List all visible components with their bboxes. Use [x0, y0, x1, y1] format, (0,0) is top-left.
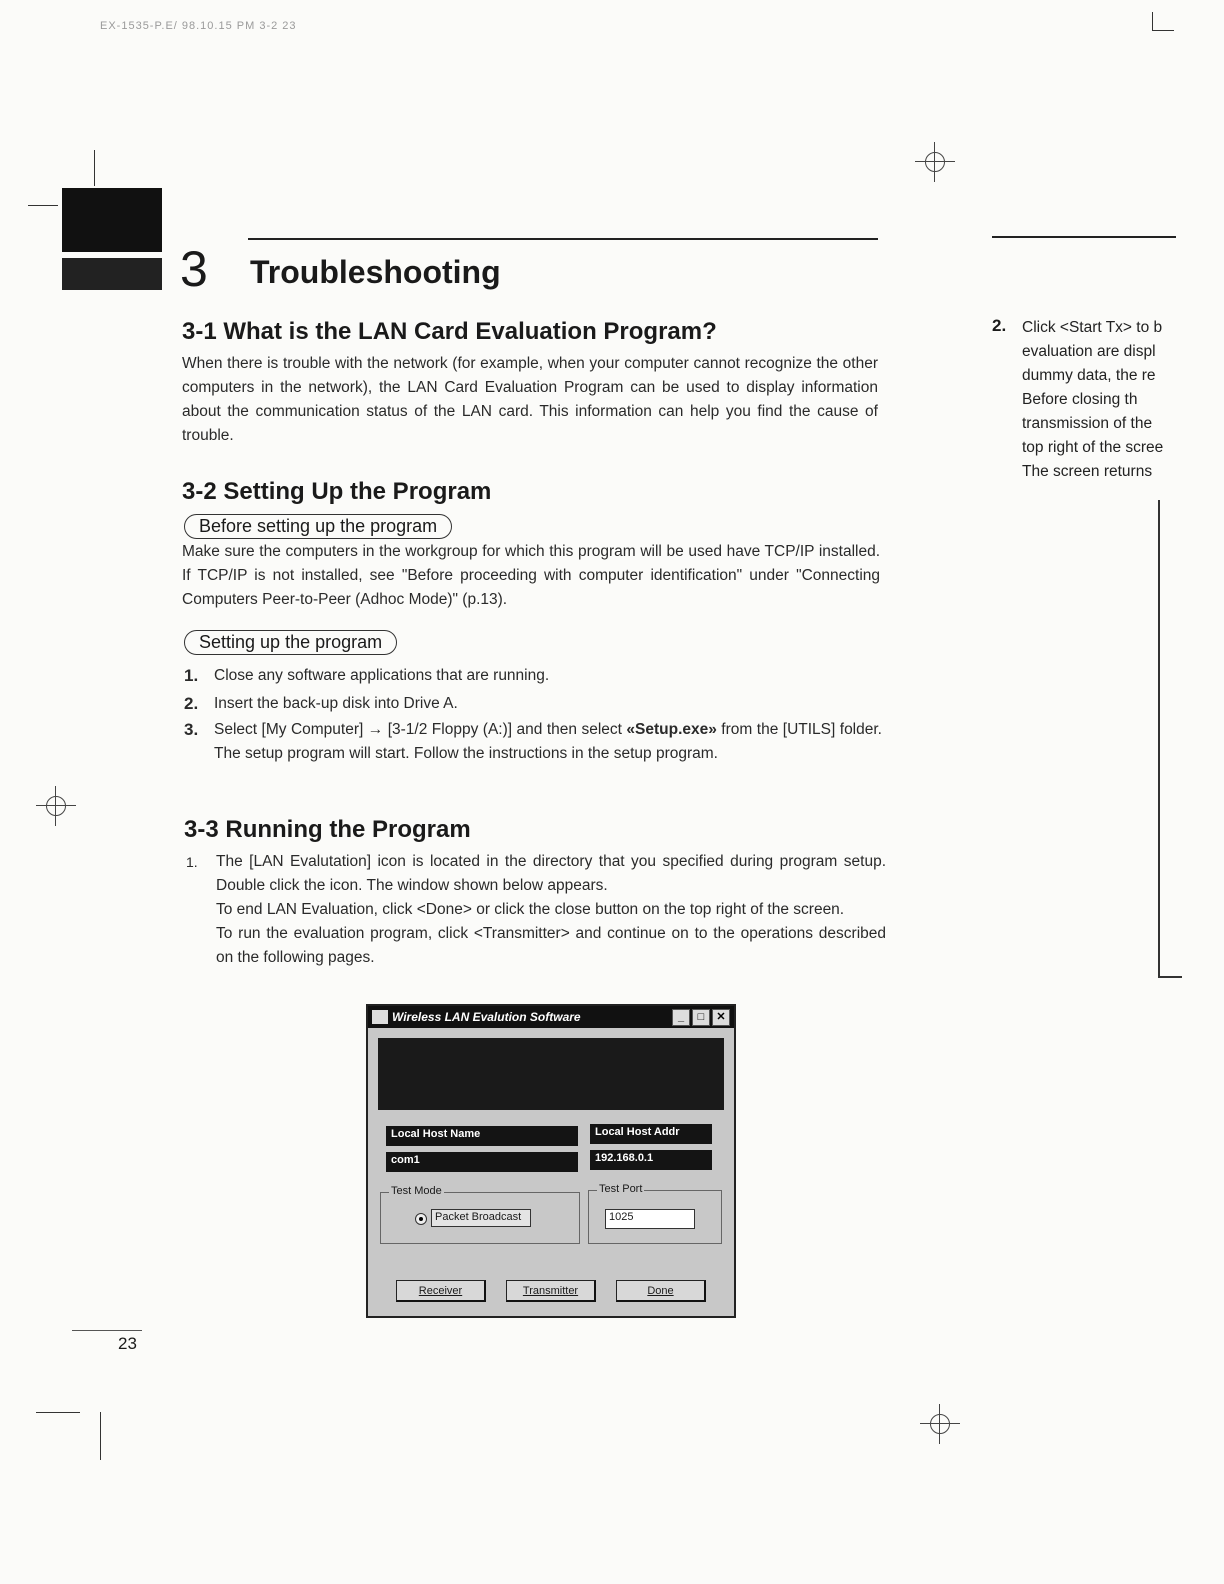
right-column-figure-edge: [1158, 500, 1182, 978]
step-text: [216, 850, 886, 970]
test-mode-label: Test Mode: [391, 1185, 442, 1197]
section-title-3-3: 3-3 Running the Program: [184, 816, 471, 843]
minimize-icon[interactable]: _: [672, 1009, 690, 1026]
transmitter-button[interactable]: Transmitter: [506, 1280, 596, 1302]
corner-mark-top-left: [28, 205, 58, 206]
page-number-rule: [72, 1330, 142, 1331]
step-text: Insert the back-up disk into Drive A.: [214, 695, 458, 712]
step-number: 2.: [184, 694, 199, 713]
corner-mark-bottom-left: [36, 1412, 80, 1413]
done-button[interactable]: Done: [616, 1280, 706, 1302]
right-line: Before closing th: [1022, 391, 1138, 408]
right-line: top right of the scree: [1022, 439, 1164, 456]
corner-mark-top-left-v: [94, 150, 95, 186]
step-number: 1.: [186, 854, 198, 870]
maximize-icon[interactable]: □: [692, 1009, 710, 1026]
setup-label: Setting up the program: [184, 630, 397, 655]
local-host-addr-label: Local Host Addr: [590, 1124, 712, 1144]
run-line-1: The [LAN Evalutation] icon is located in the directory that you specified during program setup. Double click the icon. The window shown below appears.: [216, 853, 886, 894]
section-title-3-2: 3-2 Setting Up the Program: [182, 478, 492, 505]
section-3-1-body: When there is trouble with the network (for example, when your computer cannot recognize the other computers in the network), the LAN Card Evaluation Program can be used to display information about the communication status of the LAN card. This information can help you find the cause of trouble.: [182, 355, 878, 444]
right-line: dummy data, the re: [1022, 367, 1156, 384]
section-title-3-1: 3-1 What is the LAN Card Evaluation Program?: [182, 318, 717, 345]
setup-step-1: [184, 664, 884, 688]
status-display: [378, 1038, 724, 1110]
test-port-group: [588, 1183, 722, 1244]
app-icon: [372, 1010, 388, 1024]
page-number: 23: [118, 1334, 137, 1353]
right-line: evaluation are displ: [1022, 343, 1156, 360]
receiver-button[interactable]: Receiver: [396, 1280, 486, 1302]
right-step-number: 2.: [992, 316, 1007, 335]
window-controls: [672, 1009, 730, 1026]
setup-exe-filename: «Setup.exe»: [626, 721, 717, 738]
run-step-1: [186, 850, 886, 998]
right-line: transmission of the: [1022, 415, 1153, 432]
right-column-rule: [992, 236, 1176, 238]
window-titlebar: [368, 1006, 734, 1028]
step-number: 3.: [184, 720, 199, 739]
test-mode-group: [380, 1185, 580, 1244]
test-port-label: Test Port: [599, 1183, 643, 1195]
host-addr-value: 192.168.0.1: [590, 1150, 712, 1170]
corner-mark-bottom-left-v: [100, 1412, 101, 1460]
chapter-number: 3: [180, 241, 208, 297]
packet-broadcast-radio[interactable]: [415, 1213, 427, 1225]
print-header: EX-1535-P.E/ 98.10.15 PM 3-2 23: [100, 20, 297, 32]
right-line: The screen returns: [1022, 463, 1153, 480]
close-icon[interactable]: ✕: [712, 1009, 730, 1026]
corner-mark-top-right: [1152, 30, 1174, 31]
step-number: 1.: [184, 666, 199, 685]
before-setup-label: Before setting up the program: [184, 514, 452, 539]
packet-broadcast-option[interactable]: Packet Broadcast: [431, 1209, 531, 1227]
before-setup-body: Make sure the computers in the workgroup for which this program will be used have TCP/IP installed. If TCP/IP is not installed, see "Before proceeding with computer identification" under "Connecting Computers Peer-to-Peer (Adhoc Mode)" (p.13).: [182, 543, 880, 608]
test-port-input[interactable]: 1025: [605, 1209, 695, 1229]
right-line: Click <Start Tx> to b: [1022, 319, 1163, 336]
right-column-text: [1022, 316, 1182, 484]
step-text: Select [My Computer] → [3-1/2 Floppy (A:)] and then select «Setup.exe» from the [UTILS] folder. The setup program will start. Follow the instructions in the setup program.: [214, 721, 882, 762]
window-title: Wireless LAN Evalution Software: [392, 1010, 581, 1024]
setup-step-3: [184, 718, 884, 790]
registration-mark-bottom: [920, 1404, 960, 1444]
setup-step-2: [184, 692, 884, 716]
run-line-2: To end LAN Evaluation, click <Done> or click the close button on the top right of the screen.: [216, 901, 845, 918]
registration-mark-left: [36, 786, 76, 826]
chapter-tab-block: [62, 188, 162, 252]
registration-mark-top: [915, 142, 955, 182]
step-text: Close any software applications that are running.: [214, 667, 550, 684]
chapter-title: Troubleshooting: [250, 254, 501, 290]
corner-mark-top-right-v: [1152, 12, 1153, 30]
host-name-value: com1: [386, 1152, 578, 1172]
chapter-rule: [248, 238, 878, 240]
run-line-3: To run the evaluation program, click <Transmitter> and continue on to the operations described on the following pages.: [216, 925, 886, 966]
lan-evaluation-window: [366, 1004, 736, 1318]
local-host-name-label: Local Host Name: [386, 1126, 578, 1146]
chapter-tab-block-lower: [62, 258, 162, 290]
